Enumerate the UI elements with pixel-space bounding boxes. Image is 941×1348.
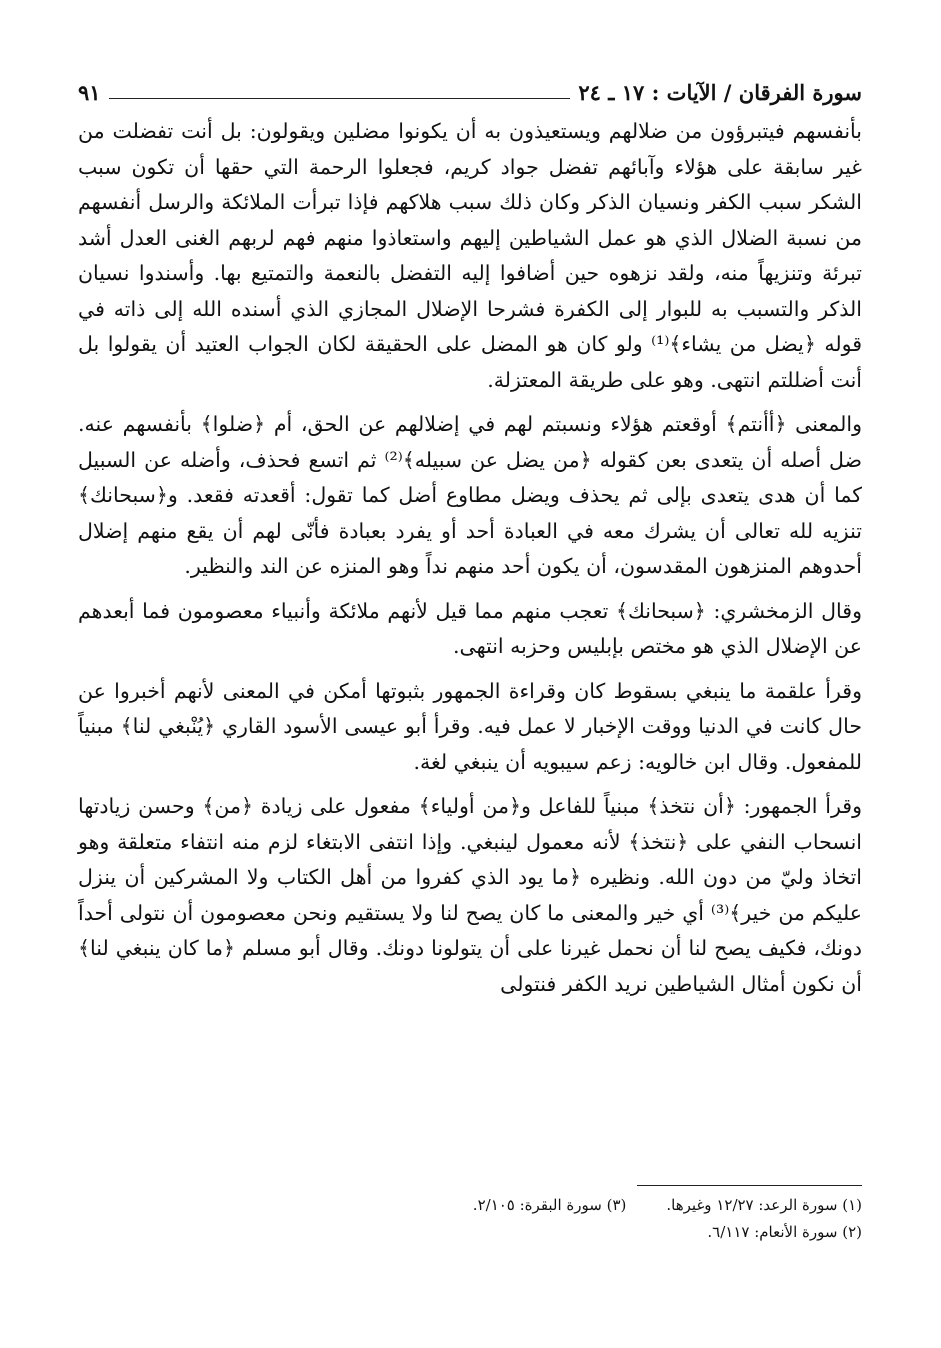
footnote-row-2	[78, 1219, 862, 1246]
paragraph-5: وقرأ الجمهور: ﴿أن نتخذ﴾ مبنياً للفاعل و﴿من أولياء﴾ مفعول على زيادة ﴿من﴾ وحسن زيادتها انسحاب النفي على ﴿نتخذ﴾ لأنه معمول لينبغي. وإذا انتفى الابتغاء لزم منه انتفاء متعلقة وهو اتخاذ وليّ من دون الله. ونظيره ﴿ما يود الذي كفروا من أهل الكتاب ولا المشركين أن ينزل عليكم من خير﴾⁽³⁾ أي خير والمعنى ما كان يصح لنا ولا يستقيم ونحن معصومون أن نتولى أحداً دونك، فكيف يصح لنا أن نحمل غيرنا على أن يتولونا دونك. وقال أبو مسلم ﴿ما كان ينبغي لنا﴾ أن نكون أمثال الشياطين نريد الكفر فنتولى	[78, 794, 862, 996]
header-title: سورة الفرقان / الآيات : ١٧ ـ ٢٤	[578, 80, 862, 105]
paragraph-3: وقال الزمخشري: ﴿سبحانك﴾ تعجب منهم مما قيل لأنهم ملائكة وأنبياء معصومون فما أبعدهم عن الإضلال الذي هو مختص بإبليس وحزبه انتهى.	[78, 598, 862, 658]
paragraph-2: والمعنى ﴿أأنتم﴾ أوقعتم هؤلاء ونسبتم لهم في إضلالهم عن الحق، أم ﴿ضلوا﴾ بأنفسهم عنه. ضل أصله أن يتعدى بعن كقوله ﴿من يضل عن سبيله﴾⁽²⁾ ثم اتسع فحذف، وأضله عن السبيل كما أن هدى يتعدى بإلى ثم يحذف ويضل مطاوع أضل كما تقول: أقعدته فقعد. و﴿سبحانك﴾ تنزيه لله تعالى أن يشرك معه في العبادة أحد أو يفرد بعبادة فأنّى لهم أن يقع منهم إضلال أحدوهم المنزهون المقدسون، أن يكون أحد منهم نداً وهو المنزه عن الند والنظير.	[78, 412, 862, 578]
paragraph-1: بأنفسهم فيتبرؤون من ضلالهم ويستعيذون به أن يكونوا مضلين ويقولون: بل أنت تفضلت من غير سابقة على هؤلاء وآبائهم تفضل جواد كريم، فجعلوا الرحمة التي حقها أن تكون سبب الشكر سبب الكفر ونسيان الذكر وكان ذلك سبب هلاكهم فإذا تبرأت الملائكة والرسل أنفسهم من نسبة الضلال الذي هو عمل الشياطين إليهم واستعاذوا منهم فهم لربهم الغنى العدل أشد تبرئة وتنزيهاً منه، ولقد نزهوه حين أضافوا إليه التفضل بالنعمة والتمتيع بها. وأسندوا نسيان الذكر والتسبب به للبوار إلى الكفرة فشرحا الإضلال المجازي الذي أسنده الله إلى ذاته في قوله ﴿يضل من يشاء﴾⁽¹⁾ ولو كان هو المضل على الحقيقة لكان الجواب العتيد أن يقولوا بل أنت أضللتم انتهى. وهو على طريقة المعتزلة.	[78, 119, 862, 392]
page-number: ٩١	[78, 80, 101, 105]
footnotes	[78, 1185, 862, 1246]
footnote-rule	[637, 1185, 862, 1186]
header-rule	[109, 98, 571, 99]
page	[78, 70, 862, 1011]
running-header	[78, 70, 862, 108]
footnote-2: (٢) سورة الأنعام: ٦/١١٧.	[707, 1223, 862, 1241]
footnote-row-1	[78, 1192, 862, 1219]
paragraph-4: وقرأ علقمة ما ينبغي بسقوط كان وقراءة الجمهور بثبوتها أمكن في المعنى لأنهم أخبروا عن حال كانت في الدنيا ووقت الإخبار لا عمل فيه. وقرأ أبو عيسى الأسود القاري ﴿يُنْبغي لنا﴾ مبنياً للمفعول. وقال ابن خالويه: زعم سيبويه أن ينبغي لغة.	[78, 678, 862, 774]
footnote-3: (٣) سورة البقرة: ٢/١٠٥.	[472, 1196, 627, 1214]
footnote-1: (١) سورة الرعد: ١٢/٢٧ وغيرها.	[666, 1196, 862, 1214]
body-text	[78, 114, 862, 1002]
